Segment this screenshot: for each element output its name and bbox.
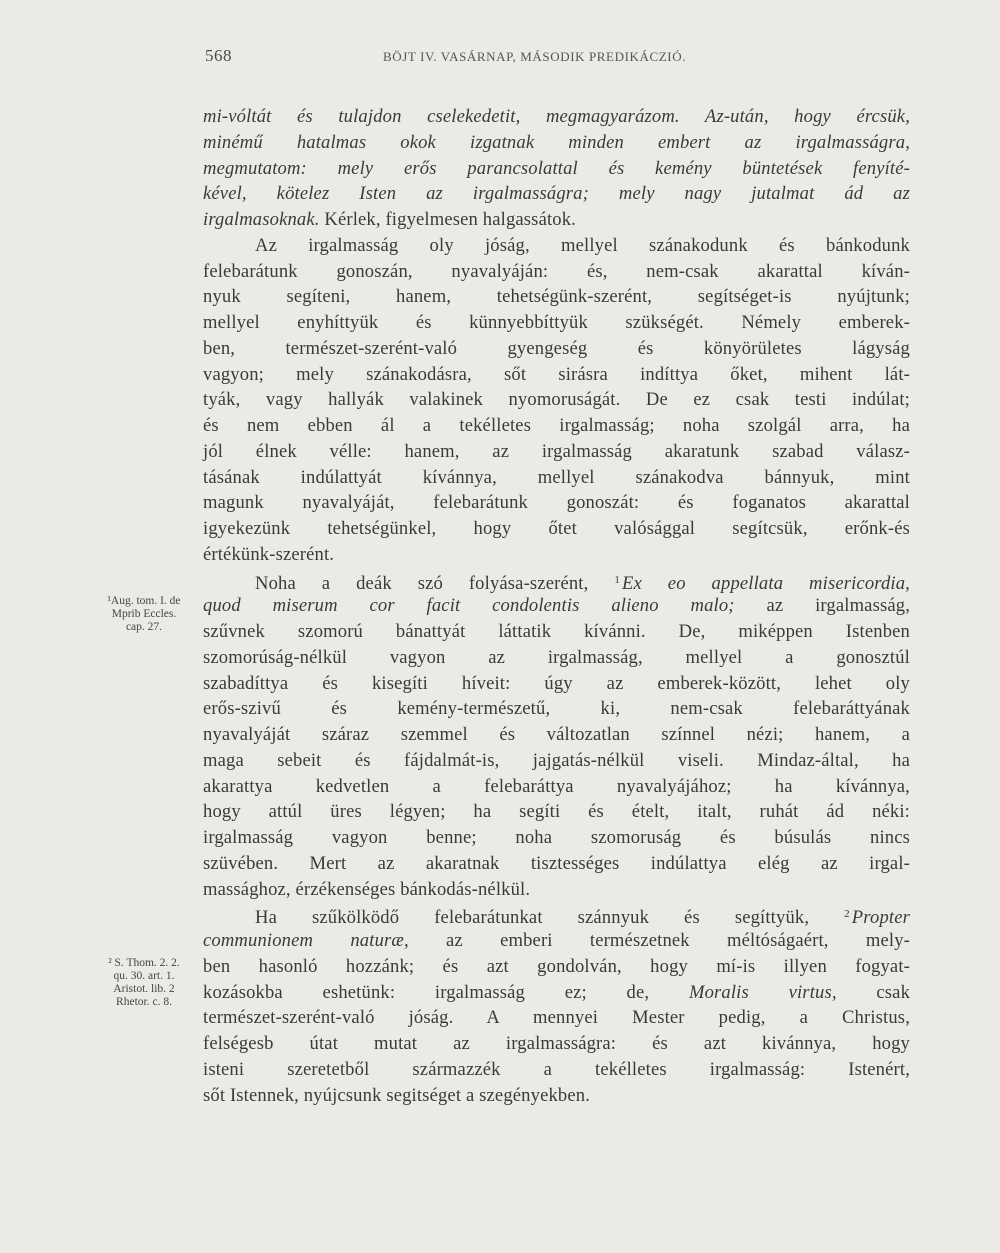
text-line xyxy=(203,774,910,800)
text-segment: Noha a deák szó folyása-szerént, xyxy=(255,572,615,594)
text-line xyxy=(203,928,910,954)
text-segment: Propter xyxy=(851,907,910,929)
text-segment: ben hasonló hozzánk; és azt gondolván, hogy mí-is illyen fogyat- xyxy=(203,955,910,977)
text-line xyxy=(203,490,910,516)
text-line xyxy=(203,362,910,388)
text-segment: Kérlek, figyelmesen halgassátok. xyxy=(319,209,576,230)
text-line xyxy=(203,748,910,774)
text-line xyxy=(203,465,910,491)
text-line xyxy=(203,156,910,182)
text-segment: Moralis virtus, xyxy=(688,981,837,1003)
text-line xyxy=(203,542,910,568)
margin-note-augustine xyxy=(98,595,190,634)
text-segment: megmutatom: mely erős parancsolattal és kemény büntetések fenyíté- xyxy=(203,157,910,179)
text-line xyxy=(203,722,910,748)
text-line xyxy=(203,310,910,336)
text-segment: igyekezünk tehetségünkel, hogy őtet valósággal segítcsük, erőnk-és xyxy=(203,518,910,539)
text-segment: irgalmasság vagyon benne; noha szomoruság és búsulás nincs xyxy=(203,827,910,848)
text-line xyxy=(203,877,910,903)
text-segment: értékünk-szerént. xyxy=(203,543,335,565)
text-segment: maga sebeit és fájdalmát-is, jajgatás-nélkül viseli. Mindaz-által, ha xyxy=(203,749,910,771)
margin-note-thomas xyxy=(98,957,190,1009)
text-segment: tásának indúlattyát kívánnya, mellyel szánakodva bánnyuk, mint xyxy=(203,466,910,488)
text-line xyxy=(203,1057,910,1083)
text-line xyxy=(203,516,910,542)
body-text xyxy=(203,104,910,1108)
text-line xyxy=(203,259,910,285)
text-line xyxy=(203,954,910,980)
text-line xyxy=(203,387,910,413)
text-line xyxy=(203,825,910,851)
text-line xyxy=(203,696,910,722)
margin-note-line: cap. 27. xyxy=(125,621,163,633)
margin-note-line: qu. 30. art. 1. xyxy=(113,970,175,982)
text-segment: jól élnek vélle: hanem, az irgalmasság akaratunk szabad válasz- xyxy=(203,440,910,462)
text-line xyxy=(203,568,910,594)
text-line xyxy=(203,902,910,928)
text-segment: minémű hatalmas okok izgatnak minden embert az irgalmasságra, xyxy=(203,131,910,153)
text-line xyxy=(203,1083,910,1109)
text-segment: kével, kötelez Isten az irgalmasságra; mely nagy jutalmat ád az xyxy=(203,183,910,205)
text-line xyxy=(203,233,910,259)
text-segment: quod miserum cor facit condolentis alieno malo; xyxy=(203,595,735,617)
text-line xyxy=(203,1031,910,1057)
text-segment: irgalmasoknak. xyxy=(203,209,320,230)
running-head xyxy=(205,46,910,70)
text-segment: sőt Istennek, nyújcsunk segitséget a szegényekben. xyxy=(203,1084,591,1106)
text-segment: Ha szűkölködő felebarátunkat szánnyuk és segíttyük, xyxy=(255,907,845,929)
text-segment: Az irgalmasság oly jóság, mellyel szánakodunk és bánkodunk xyxy=(255,234,910,256)
text-line xyxy=(203,284,910,310)
text-segment: szűvnek szomorú bánattyát láttatik kívánni. De, miképpen Istenben xyxy=(203,621,910,642)
margin-note-line: Aristot. lib. 2 xyxy=(113,983,175,995)
text-segment: Ex eo appellata misericordia, xyxy=(621,572,910,594)
text-segment: akarattya kedvetlen a felebaráttya nyavalyájához; ha kívánnya, xyxy=(203,775,910,797)
margin-note-line: Mprib Eccles. xyxy=(111,608,177,620)
text-segment: massághoz, érzékenséges bánkodás-nélkül. xyxy=(203,878,531,900)
text-segment: felségesb útat mutat az irgalmasságra: és azt kivánnya, hogy xyxy=(203,1033,910,1054)
text-segment: nyavalyáját száraz szemmel és változatlan színnel nézi; hanem, a xyxy=(203,724,910,745)
text-line xyxy=(203,413,910,439)
text-segment: szabadíttya és kisegíti híveit: úgy az emberek-között, lehet oly xyxy=(203,672,910,694)
footnote-marker: 1 xyxy=(614,573,620,586)
text-line xyxy=(203,439,910,465)
text-segment: felebarátunk gonoszán, nyavalyáján: és, nem-csak akarattal kíván- xyxy=(203,260,910,282)
text-segment: isteni szeretetből származzék a tekélletes irgalmasság: Istenért, xyxy=(203,1058,910,1080)
text-segment: mellyel enyhíttyük és künnyebbíttyük szükségét. Némely emberek- xyxy=(203,312,910,333)
text-segment: communionem naturæ, xyxy=(203,930,409,951)
text-line xyxy=(203,980,910,1006)
text-line xyxy=(203,130,910,156)
text-segment: magunk nyavalyáját, felebarátunk gonoszát: és foganatos akarattal xyxy=(203,492,910,514)
footnote-marker: 2 xyxy=(844,908,850,921)
text-segment: hogy attúl üres légyen; ha segíti és ételt, italt, ruhát ád néki: xyxy=(203,801,910,823)
text-line xyxy=(203,851,910,877)
running-head-title: BÖJT IV. VASÁRNAP, MÁSODIK PREDIKÁCZIÓ. xyxy=(383,49,687,64)
margin-note-line: Rhetor. c. 8. xyxy=(116,996,172,1008)
text-segment: szüvében. Mert az akaratnak tisztességes indúlattya elég az irgal- xyxy=(203,852,910,874)
text-segment: és nem ebben ál a tekélletes irgalmasság; noha szolgál arra, ha xyxy=(203,415,910,436)
page-number: 568 xyxy=(205,46,232,65)
text-segment: tyák, vagy hallyák valakinek nyomoruságát. De ez csak testi indúlat; xyxy=(203,389,910,411)
text-segment: csak xyxy=(836,981,911,1003)
text-line xyxy=(203,593,910,619)
text-segment: nyuk segíteni, hanem, tehetségünk-szerént, segítséget-is nyújtunk; xyxy=(203,286,910,308)
margin-note-line: ¹Aug. tom. I. de xyxy=(107,595,181,607)
text-line xyxy=(203,104,910,130)
text-segment: mi-vóltát és tulajdon cselekedetit, megmagyarázom. Az-után, hogy ércsük, xyxy=(203,106,910,127)
text-line xyxy=(203,619,910,645)
text-line xyxy=(203,645,910,671)
text-line xyxy=(203,181,910,207)
text-line xyxy=(203,207,910,233)
margin-note-line: ² S. Thom. 2. 2. xyxy=(108,957,180,969)
text-segment: kozásokba eshetünk: irgalmasság ez; de, xyxy=(203,981,689,1003)
text-segment: vagyon; mely szánakodásra, sőt sirásra indíttya őket, mihent lát- xyxy=(203,363,910,385)
text-segment: természet-szerént-való jóság. A mennyei Mester pedig, a Christus, xyxy=(203,1007,910,1029)
text-segment: szomorúság-nélkül vagyon az irgalmasság, mellyel a gonosztúl xyxy=(203,646,910,668)
text-line xyxy=(203,799,910,825)
text-segment: az irgalmasság, xyxy=(734,595,911,617)
text-segment: az emberi természetnek méltóságaért, mely- xyxy=(408,930,910,951)
text-line xyxy=(203,671,910,697)
text-line xyxy=(203,336,910,362)
text-line xyxy=(203,1005,910,1031)
text-segment: erős-szivű és kemény-természetű, ki, nem-csak felebaráttyának xyxy=(203,698,910,720)
text-segment: ben, természet-szerént-való gyengeség és könyörületes lágyság xyxy=(203,337,910,359)
